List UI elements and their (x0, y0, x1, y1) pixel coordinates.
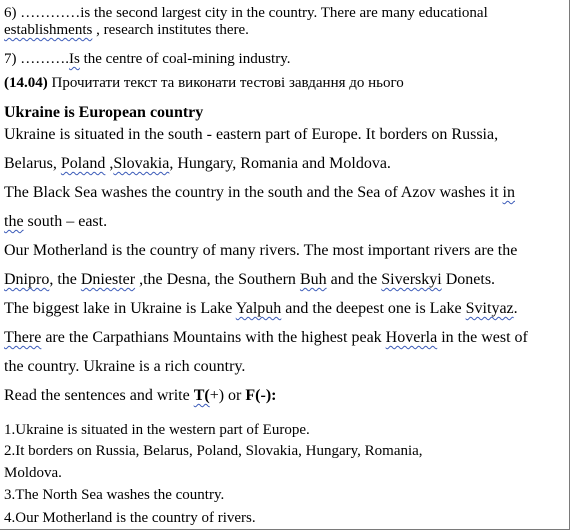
instruction-line (4, 387, 276, 404)
q6-text-rest: , research institutes there. (92, 22, 249, 38)
statement-1: 1.Ukraine is situated in the western part of Europe. (4, 422, 310, 438)
statement-2-continued: Moldova. (4, 465, 62, 481)
spellcheck-word: There (4, 329, 42, 346)
paragraph-line-4 (4, 213, 107, 230)
text: , the (49, 271, 81, 288)
text: Donets. (441, 271, 496, 288)
q6-text: 6) …………is the second largest city in the country. There are many educational (4, 5, 488, 21)
spellcheck-word: Svityaz (465, 300, 514, 317)
statement-4: 4.Our Motherland is the country of rivers. (4, 510, 256, 526)
text: (-): (255, 387, 277, 404)
paragraph-line-1: Ukraine is situated in the south - eastern part of Europe. It borders on Russia, (4, 126, 499, 143)
task-instruction: Прочитати текст та виконати тестові завдання до нього (47, 75, 404, 91)
task-date: (14.04) (4, 75, 48, 91)
text: and the (326, 271, 382, 288)
statement-3: 3.The North Sea washes the country. (4, 487, 225, 503)
paragraph-line-8 (4, 329, 528, 346)
paragraph-line-3 (4, 184, 515, 201)
spellcheck-word: Is (69, 51, 80, 67)
q6-line2 (4, 22, 249, 39)
text: in the west of (437, 329, 528, 346)
paragraph-line-2 (4, 155, 391, 172)
spellcheck-word: Siverskyi (381, 271, 442, 288)
text: The Black Sea washes the country in the south and the Sea of Azov washes it (4, 184, 503, 201)
spellcheck-word: Yalpuh (235, 300, 282, 317)
text: Belarus, (4, 155, 61, 172)
text: +) or (209, 387, 246, 404)
spellcheck-word: Buh (299, 271, 327, 288)
spellcheck-word: Dniester (80, 271, 136, 288)
text: The biggest lake in Ukraine is Lake (4, 300, 236, 317)
q7-dots: 7) ………. (4, 51, 69, 67)
spellcheck-word: Slovakia (113, 155, 170, 172)
text: F (245, 387, 256, 404)
q7-line (4, 51, 290, 68)
q6-line1 (4, 5, 488, 22)
text: . (513, 300, 518, 317)
paragraph-line-7 (4, 300, 518, 317)
text: , Hungary, Romania and Moldova. (169, 155, 391, 172)
text: south – east. (23, 213, 108, 230)
text: and the deepest one is Lake (281, 300, 466, 317)
spellcheck-word: Poland (60, 155, 106, 172)
text: Read the sentences and write (4, 387, 194, 404)
text: , (105, 155, 114, 172)
spellcheck-word: the (4, 213, 24, 230)
spellcheck-word: in (502, 184, 515, 201)
spellcheck-word: Hoverla (385, 329, 438, 346)
paragraph-line-6 (4, 271, 495, 288)
paragraph-line-9: the country. Ukraine is a rich country. (4, 358, 246, 375)
statement-2: 2.It borders on Russia, Belarus, Poland, Slovakia, Hungary, Romania, (4, 443, 423, 459)
q7-text: the centre of coal-mining industry. (79, 51, 291, 67)
spellcheck-word: establishments (4, 22, 93, 38)
spellcheck-word: T( (193, 387, 210, 404)
text-title: Ukraine is European country (4, 104, 204, 121)
spellcheck-word: Dnipro (4, 271, 50, 288)
paragraph-line-5: Our Motherland is the country of many rivers. The most important rivers are the (4, 242, 518, 259)
text: are the Carpathians Mountains with the highest peak (41, 329, 386, 346)
text: ,the Desna, the Southern (135, 271, 300, 288)
task-line (4, 75, 404, 92)
